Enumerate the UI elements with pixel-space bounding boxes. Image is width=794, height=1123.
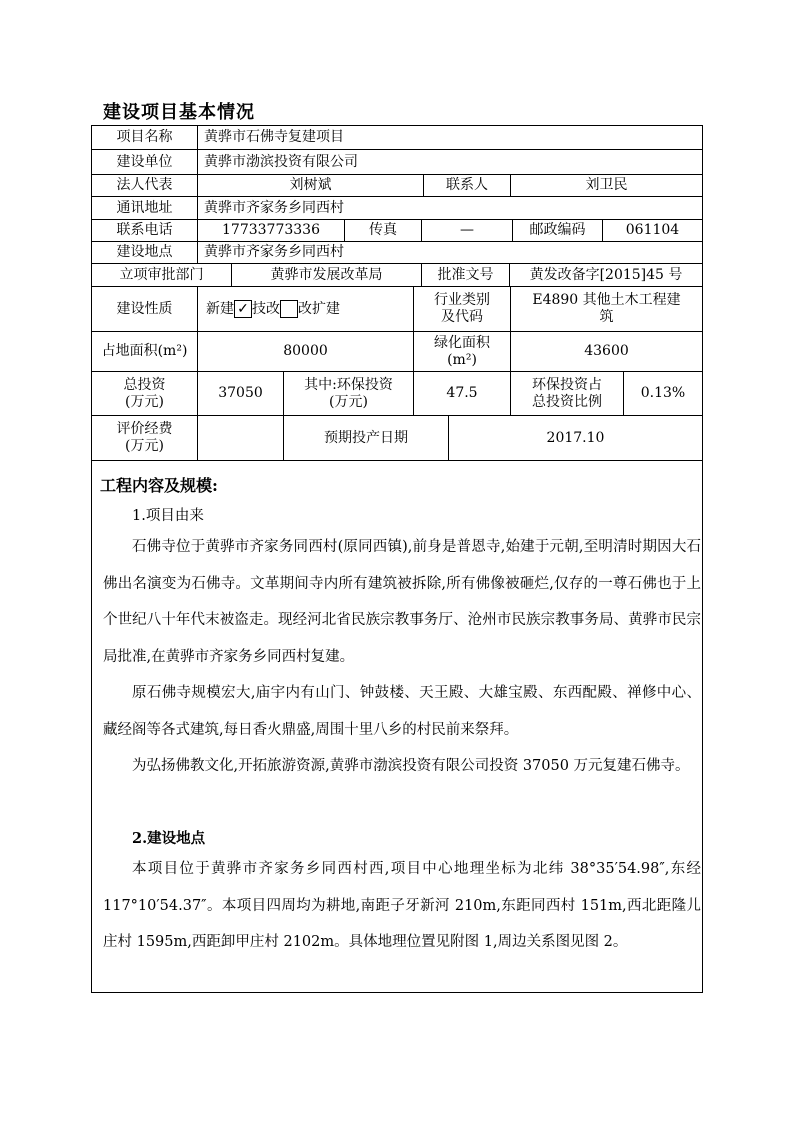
approval-dept-value: 黄骅市发展改革局 bbox=[232, 264, 422, 286]
site-label: 建设地点 bbox=[92, 242, 198, 263]
operation-value: 2017.10 bbox=[546, 429, 605, 446]
section-2-title: 2.建设地点 bbox=[132, 830, 206, 847]
project-name-value: 黄骅市石佛寺复建项目 bbox=[204, 129, 344, 145]
industry-value bbox=[511, 287, 702, 331]
nature-new-checkbox[interactable]: ✓ bbox=[234, 300, 252, 318]
industry-label-line2: 及代码 bbox=[441, 309, 483, 325]
paragraph-investment: 为弘扬佛教文化,开拓旅游资源,黄骅市渤滨投资有限公司投资 37050 万元复建石佛寺。 bbox=[132, 758, 690, 774]
table-row bbox=[92, 332, 702, 372]
industry-value-line1: E4890 其他土木工程建 bbox=[532, 292, 681, 308]
fax-value: — bbox=[422, 220, 513, 241]
table-row bbox=[92, 175, 702, 197]
industry-label bbox=[414, 287, 511, 331]
nature-label: 建设性质 bbox=[92, 287, 198, 331]
table-row bbox=[92, 372, 702, 416]
legal-rep-value: 刘树斌 bbox=[198, 175, 424, 196]
table-row bbox=[92, 197, 702, 220]
env-invest-label-line1: 其中:环保投资 bbox=[304, 376, 393, 393]
invest-label-line1: 总投资 bbox=[123, 376, 166, 393]
paragraph-origin: 石佛寺位于黄骅市齐家务同西村(原同西镇),前身是普恩寺,始建于元朝,至明清时期因大石佛出名演变为石佛寺。文革期间寺内所有建筑被拆除,所有佛像被砸烂,仅存的一尊石佛也于上个世纪八十年代末被盗走。现经河北省民族宗教事务厅、沧州市民族宗教事务局、黄骅市民宗局批准,在黄骅市齐家务乡同西村复建。 bbox=[103, 539, 701, 665]
contact-label: 联系人 bbox=[424, 175, 511, 196]
env-invest-label-line2: (万元) bbox=[329, 393, 368, 410]
legal-rep-label: 法人代表 bbox=[92, 175, 198, 196]
nature-new-label: 新建 bbox=[206, 300, 234, 317]
table-row bbox=[92, 242, 702, 264]
project-name-label: 项目名称 bbox=[92, 126, 198, 149]
industry-label-line1: 行业类别 bbox=[434, 292, 490, 308]
eval-label-line1: 评价经费 bbox=[116, 421, 173, 437]
env-invest-value: 47.5 bbox=[414, 372, 511, 415]
env-ratio-label bbox=[511, 372, 624, 415]
operation-label: 预期投产日期 bbox=[284, 416, 449, 460]
eval-value bbox=[198, 416, 284, 460]
nature-tech-label: 技改 bbox=[252, 300, 280, 317]
site-value: 黄骅市齐家务乡同西村 bbox=[204, 244, 344, 260]
address-value: 黄骅市齐家务乡同西村 bbox=[204, 199, 344, 216]
table-row bbox=[92, 150, 702, 175]
eval-label-line2: (万元) bbox=[125, 438, 164, 454]
paragraph-history: 原石佛寺规模宏大,庙宇内有山门、钟鼓楼、天王殿、大雄宝殿、东西配殿、禅修中心、藏经阁等各式建筑,每日香火鼎盛,周围十里八乡的村民前来祭拜。 bbox=[103, 685, 701, 738]
env-ratio-label-line1: 环保投资占 bbox=[532, 376, 602, 393]
green-value: 43600 bbox=[584, 343, 629, 359]
project-info-table bbox=[91, 125, 703, 993]
fax-label: 传真 bbox=[345, 220, 422, 241]
green-label-line2: (m²) bbox=[447, 351, 477, 368]
env-invest-label bbox=[284, 372, 414, 415]
nature-tech-checkbox[interactable] bbox=[280, 300, 298, 318]
contact-value: 刘卫民 bbox=[585, 177, 628, 193]
table-row bbox=[92, 220, 702, 242]
approval-no-label: 批准文号 bbox=[422, 264, 510, 286]
table-row bbox=[92, 416, 702, 461]
area-label: 占地面积(m²) bbox=[92, 332, 198, 371]
table-row bbox=[92, 126, 702, 150]
phone-value: 17733773336 bbox=[198, 220, 345, 241]
industry-value-line2: 筑 bbox=[599, 309, 614, 325]
address-label: 通讯地址 bbox=[92, 197, 198, 219]
green-label-line1: 绿化面积 bbox=[434, 334, 490, 351]
invest-label bbox=[92, 372, 198, 415]
builder-label: 建设单位 bbox=[92, 150, 198, 174]
env-ratio-value: 0.13% bbox=[640, 385, 686, 401]
green-label bbox=[414, 332, 511, 371]
section-1-title: 1.项目由来 bbox=[132, 508, 204, 524]
nature-value bbox=[198, 287, 414, 331]
table-row bbox=[92, 264, 702, 287]
builder-value: 黄骅市渤滨投资有限公司 bbox=[204, 153, 358, 170]
postcode-label: 邮政编码 bbox=[513, 220, 603, 241]
invest-label-line2: (万元) bbox=[125, 393, 164, 410]
env-ratio-label-line2: 总投资比例 bbox=[532, 393, 602, 410]
area-value: 80000 bbox=[198, 332, 414, 371]
invest-value: 37050 bbox=[198, 372, 284, 415]
table-row bbox=[92, 287, 702, 332]
phone-label: 联系电话 bbox=[92, 220, 198, 241]
postcode-value: 061104 bbox=[625, 222, 680, 238]
approval-dept-label: 立项审批部门 bbox=[92, 264, 232, 286]
nature-expand-label: 改扩建 bbox=[298, 300, 340, 317]
approval-no-value: 黄发改备字[2015]45 号 bbox=[529, 266, 683, 283]
eval-label bbox=[92, 416, 198, 460]
content-heading: 工程内容及规模: bbox=[100, 476, 218, 495]
page-title: 建设项目基本情况 bbox=[103, 102, 255, 123]
paragraph-location: 本项目位于黄骅市齐家务乡同西村西,项目中心地理坐标为北纬 38°35′54.98″,东经 117°10′54.37″。本项目四周均为耕地,南距子牙新河 210m,东距同西村 151m,西北距隆儿庄村 1595m,西距卸甲庄村 2102m。具体地理位置见附图 1,周边关系图见图 2。 bbox=[103, 861, 701, 950]
